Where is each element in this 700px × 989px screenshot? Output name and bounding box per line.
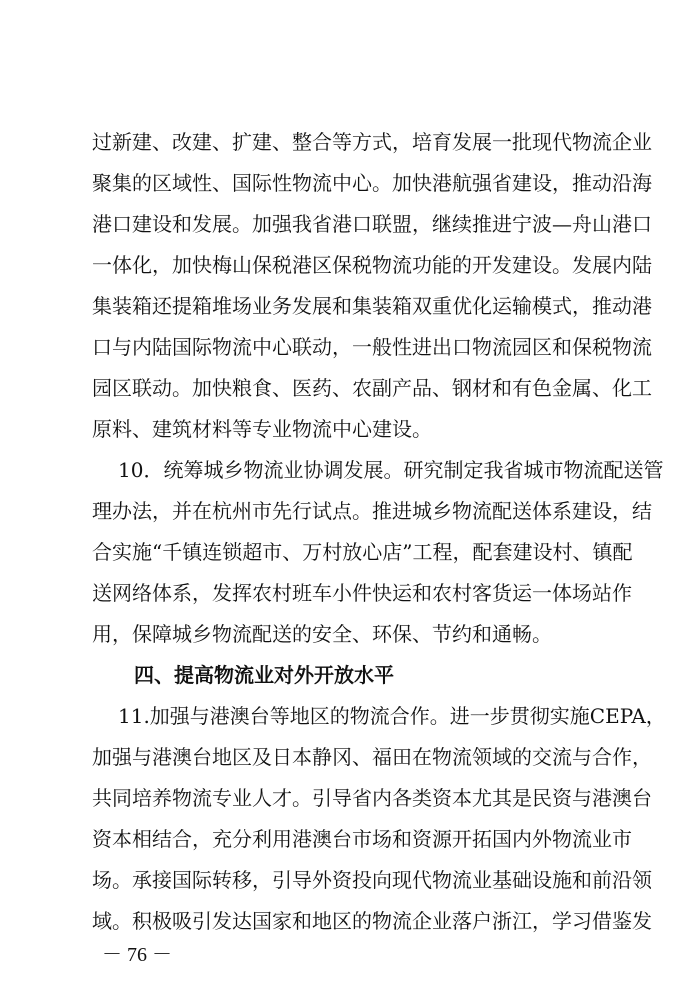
paragraph-2-line-2: 理办法，并在杭州市先行试点。推进城乡物流配送体系建设，结: [92, 499, 652, 523]
paragraph-3-line-4: 资本相结合，充分利用港澳台市场和资源开拓国内外物流业市: [92, 827, 632, 851]
paragraph-1-line-8: 原料、建筑材料等专业物流中心建设。: [92, 417, 432, 441]
paragraph-3-line-3: 共同培养物流专业人才。引导省内各类资本尤其是民资与港澳台: [92, 786, 652, 810]
page-number: － 76 －: [102, 944, 172, 966]
section-heading: 四、提高物流业对外开放水平: [134, 663, 394, 687]
paragraph-3-line-2: 加强与港澳台地区及日本静冈、福田在物流领域的交流与合作，: [92, 745, 652, 769]
paragraph-3-line-5: 场。承接国际转移，引导外资投向现代物流业基础设施和前沿领: [92, 868, 652, 892]
paragraph-2-line-3: 合实施“千镇连锁超市、万村放心店”工程，配套建设村、镇配: [92, 540, 633, 564]
paragraph-3-line-6: 域。积极吸引发达国家和地区的物流企业落户浙江，学习借鉴发: [92, 909, 652, 933]
paragraph-2-line-5: 用，保障城乡物流配送的安全、环保、节约和通畅。: [92, 622, 552, 646]
paragraph-2-line-1: 10．统筹城乡物流业协调发展。研究制定我省城市物流配送管: [118, 458, 664, 482]
paragraph-1-line-4: 一体化，加快梅山保税港区保税物流功能的开发建设。发展内陆: [92, 253, 652, 277]
paragraph-1-line-6: 口与内陆国际物流中心联动，一般性进出口物流园区和保税物流: [92, 335, 652, 359]
paragraph-1-line-7: 园区联动。加快粮食、医药、农副产品、钢材和有色金属、化工: [92, 376, 652, 400]
paragraph-1-line-2: 聚集的区域性、国际性物流中心。加快港航强省建设，推动沿海: [92, 171, 652, 195]
paragraph-1-line-1: 过新建、改建、扩建、整合等方式，培育发展一批现代物流企业: [92, 130, 652, 154]
paragraph-3-line-1: 11.加强与港澳台等地区的物流合作。进一步贯彻实施CEPA，: [118, 704, 666, 728]
paragraph-1-line-5: 集装箱还提箱堆场业务发展和集装箱双重优化运输模式，推动港: [92, 294, 652, 318]
paragraph-2-line-4: 送网络体系，发挥农村班车小件快运和农村客货运一体场站作: [92, 581, 632, 605]
paragraph-1-line-3: 港口建设和发展。加强我省港口联盟，继续推进宁波—舟山港口: [92, 212, 652, 236]
